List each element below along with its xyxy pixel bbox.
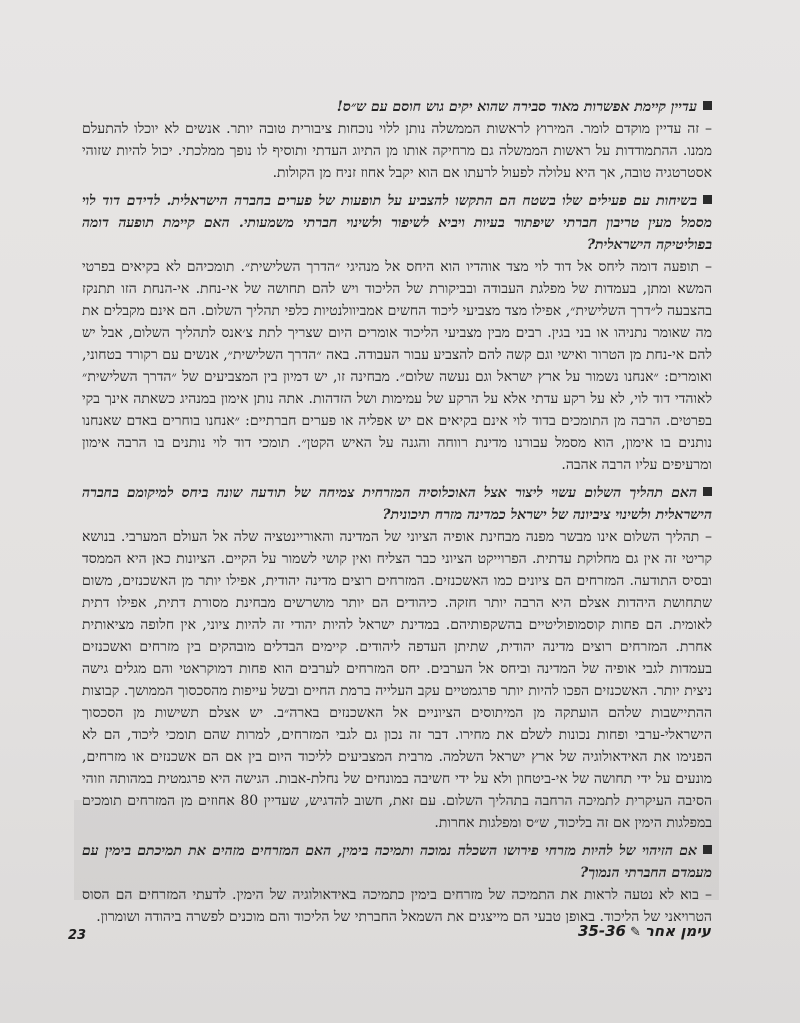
answer-text: – תופעה דומה ליחס אל דוד לוי מצד אוהדיו הוא היחס אל מנהיגי ״הדרך השלישית״. תומכיהם לא בקיאים בפרטי המשא ומתן, בעמדות של מפלגת העבודה ובביקורת של הליכוד ויש להם תחושה של אי-נחת. אי-הנחת הזו תתנקז בהצבעה ל״דרך השלישית״, אפילו מצד מצביעי ליכוד החשים אמביוולנטיות כלפי תהליך השלום. הם אינם מקבלים את מה שאומר נתניהו או בני בגין. רבים מבין מצביעי הליכוד אומרים היום שצריך לתת צ׳אנס לתהליך השלום, אבל יש להם אי-נחת מן הטרור ואישי וגם קשה להם להצביע עבור העבודה. באה ״הדרך השלישית״, אנשים עם רקורד בטחוני, ואומרים: ״אנחנו נשמור על ארץ ישראל וגם נעשה שלום״. מבחינה זו, יש דמיון בין המצביעים של ״הדרך השלישית״ לאוהדי דוד לוי, לא על רקע עדתי אלא על הרקע של עמימות ושל הזדהות. אתה נותן אימון במנהיג כשאתה אינך בקי בפרטים. הרבה מן התומכים בדוד לוי אינם בקיאים אם יש אפליה או פערים חברתיים: ״אנחנו בוחרים באדם שאנחנו נותנים בו אימון, הוא מסמל עבורנו מדינת רווחה והגנה על האיש הקטן״. תומכי דוד לוי נותנים בו הרבה אימון ומרעיפים עליו הרבה אהבה. xyxy=(82,259,712,473)
question-text: אם הזיהוי של להיות מזרחי פירושו השכלה נמוכה ותמיכה בימין, האם המזרחים מזהים את תמיכתם בימין עם מעמדם החברתי הנמוך? xyxy=(82,843,712,881)
bullet-square-icon xyxy=(703,195,712,204)
question-text: האם תהליך השלום עשוי ליצור אצל האוכלוסיה המזרחית צמיחה של תודעה שונה ביחס למיקומם בחברה הישראלית ולשינוי ציביונה של ישראל כמדינה מזרח תיכונית? xyxy=(82,485,712,523)
text-column xyxy=(82,96,712,934)
qa-section xyxy=(82,840,712,928)
magazine-footer xyxy=(578,922,711,940)
pen-icon: ✎ xyxy=(629,925,641,940)
issue-number: 35-36 xyxy=(578,922,626,940)
question-text: עדיין קיימת אפשרות מאוד סבירה שהוא יקים גוש חוסם עם ש״ס! xyxy=(82,96,712,118)
question-text: בשיחות עם פעילים שלו בשטח הם התקשו להצביע על תופעות של פערים בחברה הישראלית. לדידם דוד לוי מסמל מעין טריבון חברתי שיפתור בעיות ויביא לשיפור ולשינוי חברתי משמעותי. האם קיימת תופעה דומה בפוליטיקה הישראלית? xyxy=(82,193,712,253)
bullet-square-icon xyxy=(703,845,712,854)
qa-section xyxy=(82,482,712,834)
bullet-square-icon xyxy=(703,101,712,110)
bullet-square-icon xyxy=(703,487,712,496)
page-number: 23 xyxy=(68,928,87,943)
qa-section xyxy=(82,96,712,184)
answer-text: – בוא לא נטעה לראות את התמיכה של מזרחים בימין כתמיכה באידאולוגיה של הימין. לדעתי המזרחים הם הסוס הטרויאני של הליכוד. באופן טבעי הם מייצגים את השמאל החברתי של הליכוד והם מוכנים לפשרה ביהודה ושומרון. xyxy=(82,887,712,925)
answer-text: – תהליך השלום אינו מבשר מפנה מבחינת אופיה הציוני של המדינה והאוריינטציה שלה אל העולם המערבי. בנושא קריטי זה אין גם מחלוקת עדתית. הפרוייקט הציוני כבר הצליח ואין קושי לשמור על הקיים. הציונות כאן היא הממסד ובסיס התודעה. המזרחים הם ציונים כמו האשכנזים. המזרחים רוצים מדינה יהודית, אפילו יותר מן האשכנזים, משום שתחושת היהדות אצלם היא הרבה יותר חזקה. כיהודים הם יותר מושרשים מבחינת מסורת דתית, אפילו דתית לאומית. הם פחות קוסמופוליטיים בהשקפותיהם. במדינת ישראל להיות יהודי זה להיות ציוני, אין חלופה מציאותית אחרת. המזרחים רוצים מדינה יהודית, שתיתן העדפה ליהודים. קיימים הבדלים מובהקים בין מזרחים ואשכנזים בעמדות לגבי אופיה של המדינה וביחס אל הערבים. יחס המזרחים לערבים הוא פחות דמוקראטי והם מגלים גישה ניצית יותר. האשכנזים הפכו להיות יותר פרגמטיים עקב העלייה ברמת החיים ובשל עייפות מהסכסוך הממושך. קבוצות ההתיישבות שלהם הועתקה מן המיתוסים הציוניים אל האשכנזים בארה״ב. יש אצלם תשישות מן הסכסוך הישראלי-ערבי ופחות נכונות לשלם את מחירו. דבר זה נכון גם לגבי המזרחים, למרות שהם תומכי ליכוד, הם לא הפנימו את האידאולוגיה של ארץ ישראל השלמה. מרבית המצביעים לליכוד היום בין אם הם אשכנזים או מזרחים, מונעים על ידי תחושה של אי-ביטחון ולא על ידי חשיבה במונחים של נחלת-אבות. הגישה היא פרגמטית במהותה וזוהי הסיבה העיקרית לתמיכה הרחבה בתהליך השלום. עם זאת, חשוב להדגיש, שעדיין 80 אחוזים מן המזרחים תומכים במפלגות הימין אם זה בליכוד, ש״ס ומפלגות אחרות. xyxy=(82,529,713,831)
qa-section xyxy=(82,190,712,476)
answer-text: – זה עדיין מוקדם לומר. המירוץ לראשות הממשלה נותן ללוי נוכחות ציבורית טובה יותר. אנשים לא יוכלו להתעלם ממנו. ההתמודדות על ראשות הממשלה גם מרחיקה אותו מן התיוג העדתי ותוסיף לו נופך ממלכתי. יכול להיות שזוהי אסטרטגיה טובה, אך היא עלולה לפעול לרעתו אם הוא יקבל אחוז זניח מן הקולות. xyxy=(82,121,712,181)
magazine-name: עימן אחר xyxy=(644,922,711,940)
